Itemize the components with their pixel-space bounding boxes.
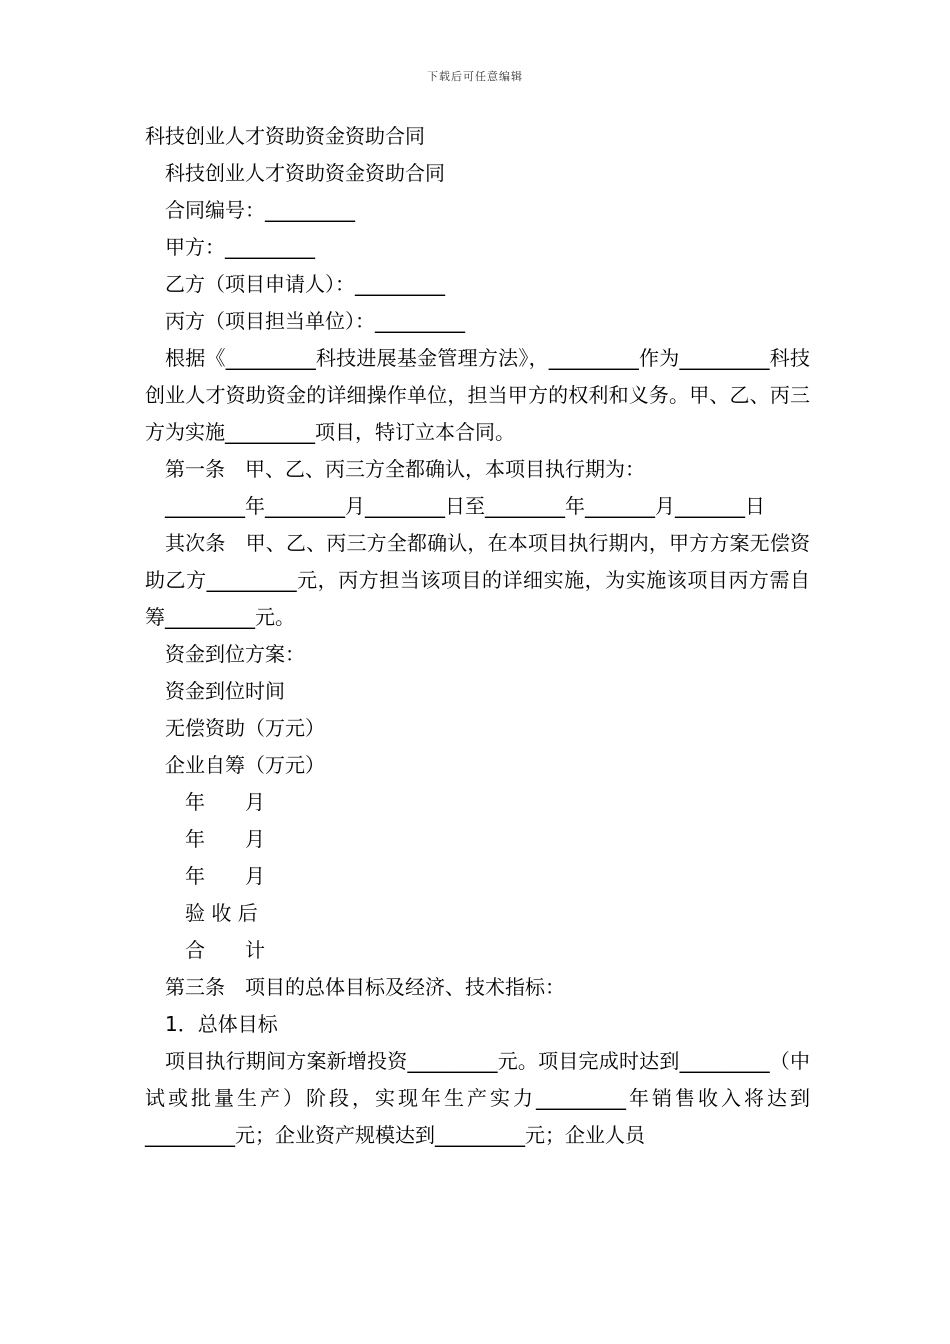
party-c-line: 丙方（项目担当单位）：_________ <box>165 309 465 333</box>
funding-plan-title: 资金到位方案： <box>165 642 305 666</box>
funding-time-label: 资金到位时间 <box>165 679 285 703</box>
party-a-line: 甲方：_________ <box>165 235 315 259</box>
article1-period: ________年________月________日至________年_______月_______日 <box>165 494 765 518</box>
article3-heading: 第三条 项目的总体目标及经济、技术指标： <box>165 975 565 999</box>
self-raised-label: 企业自筹（万元） <box>165 753 325 777</box>
schedule-row: 年 月 <box>185 827 265 851</box>
page-header-note: 下载后可任意编辑 <box>427 70 523 83</box>
article2-paragraph: 其次条 甲、乙、丙三方全都确认，在本项目执行期内，甲方方案无偿资助乙方_________元，丙方担当该项目的详细实施，为实施该项目丙方需自筹_________元。 <box>145 531 810 629</box>
contract-document <box>145 118 810 1154</box>
schedule-row: 年 月 <box>185 790 265 814</box>
article1-heading: 第一条 甲、乙、丙三方全都确认，本项目执行期为： <box>165 457 645 481</box>
document-subtitle: 科技创业人才资助资金资助合同 <box>165 161 445 185</box>
schedule-row: 合 计 <box>185 938 265 962</box>
section1-paragraph: 项目执行期间方案新增投资_________元。项目完成时达到_________（中试或批量生产）阶段，实现年生产实力_________年销售收入将达到_________元；企业资产规模达到_________元；企业人员 <box>145 1049 810 1147</box>
preamble-paragraph: 根据《_________科技进展基金管理方法》，_________作为_________科技创业人才资助资金的详细操作单位，担当甲方的权利和义务。甲、乙、丙三方为实施_________项目，特订立本合同。 <box>145 346 810 444</box>
schedule-row: 年 月 <box>185 864 265 888</box>
grant-amount-label: 无偿资助（万元） <box>165 716 325 740</box>
party-b-line: 乙方（项目申请人）：_________ <box>165 272 445 296</box>
document-title: 科技创业人才资助资金资助合同 <box>145 124 425 148</box>
contract-number-line: 合同编号：_________ <box>165 198 355 222</box>
schedule-row: 验 收 后 <box>185 901 258 925</box>
section1-heading: 1．总体目标 <box>165 1012 278 1036</box>
